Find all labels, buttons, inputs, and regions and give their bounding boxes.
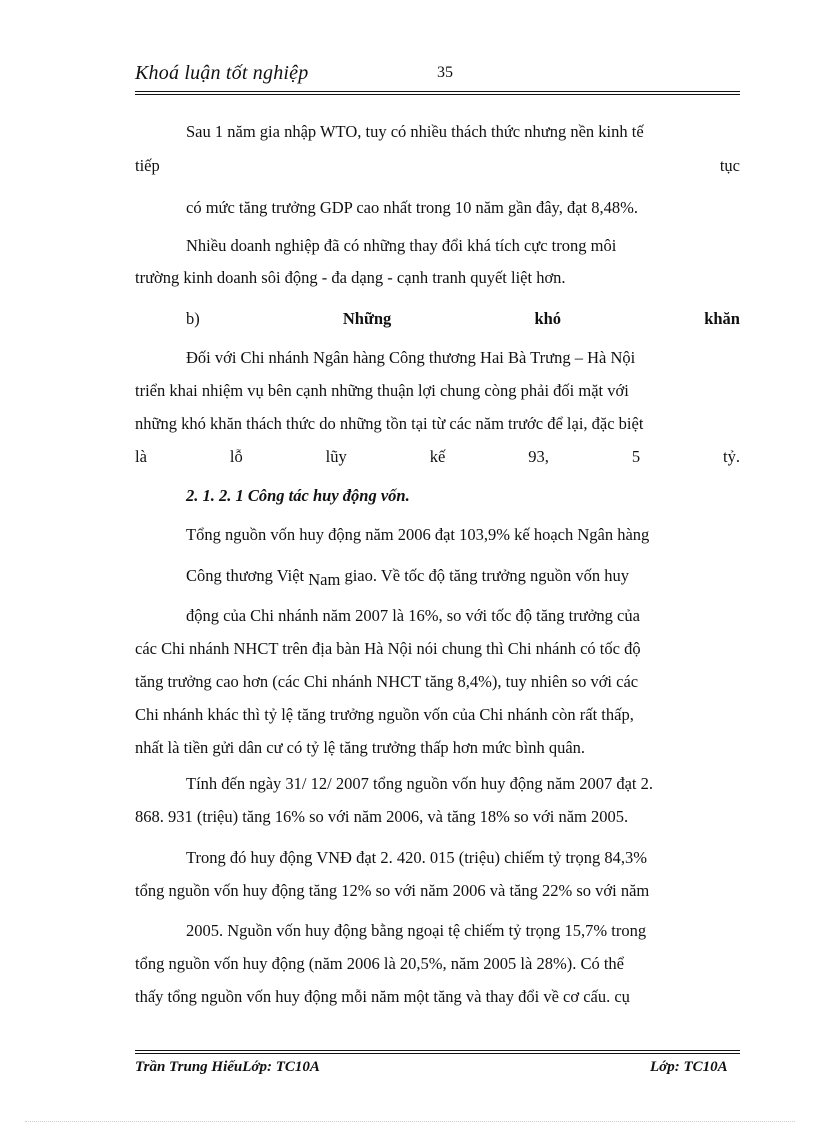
body-line: tăng trưởng cao hơn (các Chi nhánh NHCT tăng 8,4%), tuy nhiên so với các bbox=[135, 672, 639, 691]
footer-author-class: Trần Trung HiếuLớp: TC10A bbox=[135, 1059, 320, 1075]
heading-word: Những bbox=[342, 309, 392, 328]
heading-word: khó bbox=[534, 309, 562, 328]
section-heading-b bbox=[186, 309, 740, 329]
word: kế bbox=[429, 447, 446, 466]
body-line: trường kinh doanh sôi động - đa dạng - cạnh tranh quyết liệt hơn. bbox=[135, 268, 566, 287]
heading-word: khăn bbox=[704, 309, 740, 328]
footer-rule bbox=[135, 1050, 740, 1054]
body-line: các Chi nhánh NHCT trên địa bàn Hà Nội nói chung thì Chi nhánh có tốc độ bbox=[135, 639, 641, 658]
body-line: Sau 1 năm gia nhập WTO, tuy có nhiều thách thức nhưng nền kinh tế bbox=[186, 122, 644, 141]
page-bottom-divider bbox=[25, 1121, 795, 1122]
word: 5 bbox=[631, 447, 641, 466]
word: lũy bbox=[325, 447, 347, 466]
body-line-justified bbox=[135, 447, 740, 467]
section-heading-2121: 2. 1. 2. 1 Công tác huy động vốn. bbox=[186, 486, 410, 505]
body-line: Đối với Chi nhánh Ngân hàng Công thương Hai Bà Trưng – Hà Nội bbox=[186, 348, 636, 367]
body-line: những khó khăn thách thức do những tồn tại từ các năm trước để lại, đặc biệt bbox=[135, 414, 644, 433]
header-rule bbox=[135, 91, 740, 95]
body-line: 2005. Nguồn vốn huy động bằng ngoại tệ chiếm tỷ trọng 15,7% trong bbox=[186, 921, 647, 940]
body-line: nhất là tiền gửi dân cư có tỷ lệ tăng trưởng thấp hơn mức bình quân. bbox=[135, 738, 586, 757]
body-line: động của Chi nhánh năm 2007 là 16%, so với tốc độ tăng trưởng của bbox=[186, 606, 640, 625]
word: 93, bbox=[528, 447, 549, 466]
body-line: Chi nhánh khác thì tỷ lệ tăng trưởng nguồn vốn của Chi nhánh còn rất thấp, bbox=[135, 705, 634, 724]
word: tiếp bbox=[135, 156, 160, 175]
body-line: 868. 931 (triệu) tăng 16% so với năm 2006, và tăng 18% so với năm 2005. bbox=[135, 807, 629, 826]
word: tỷ. bbox=[723, 447, 740, 466]
section-label: b) bbox=[186, 309, 200, 328]
body-line: có mức tăng trưởng GDP cao nhất trong 10 năm gần đây, đạt 8,48%. bbox=[186, 198, 638, 217]
document-header-title: Khoá luận tốt nghiệp bbox=[135, 62, 309, 84]
text-run: giao. Về tốc độ tăng trưởng nguồn vốn huy bbox=[340, 566, 630, 585]
body-line: triển khai nhiệm vụ bên cạnh những thuận lợi chung còng phải đối mặt với bbox=[135, 381, 629, 400]
body-line: thấy tổng nguồn vốn huy động mỗi năm một tăng và thay đổi về cơ cấu. cụ bbox=[135, 987, 630, 1006]
body-line: tổng nguồn vốn huy động (năm 2006 là 20,5%, năm 2005 là 28%). Có thể bbox=[135, 954, 624, 973]
body-line: Trong đó huy động VNĐ đạt 2. 420. 015 (triệu) chiếm tỷ trọng 84,3% bbox=[186, 848, 648, 867]
body-line bbox=[186, 566, 630, 589]
body-line: Nhiều doanh nghiệp đã có những thay đổi khá tích cực trong môi bbox=[186, 236, 617, 255]
body-line: Tính đến ngày 31/ 12/ 2007 tổng nguồn vốn huy động năm 2007 đạt 2. bbox=[186, 774, 654, 793]
word: là bbox=[135, 447, 147, 466]
word: tục bbox=[719, 156, 740, 175]
body-line: Tổng nguồn vốn huy động năm 2006 đạt 103,9% kế hoạch Ngân hàng bbox=[186, 525, 650, 544]
page-number: 35 bbox=[437, 64, 453, 81]
word: lỗ bbox=[229, 447, 243, 466]
footer-class: Lớp: TC10A bbox=[650, 1059, 728, 1075]
body-line: tổng nguồn vốn huy động tăng 12% so với năm 2006 và tăng 22% so với năm bbox=[135, 881, 650, 900]
body-line-justified bbox=[135, 156, 740, 176]
text-run: Công thương Việt bbox=[186, 566, 309, 585]
subscript-text: Nam bbox=[308, 570, 341, 589]
